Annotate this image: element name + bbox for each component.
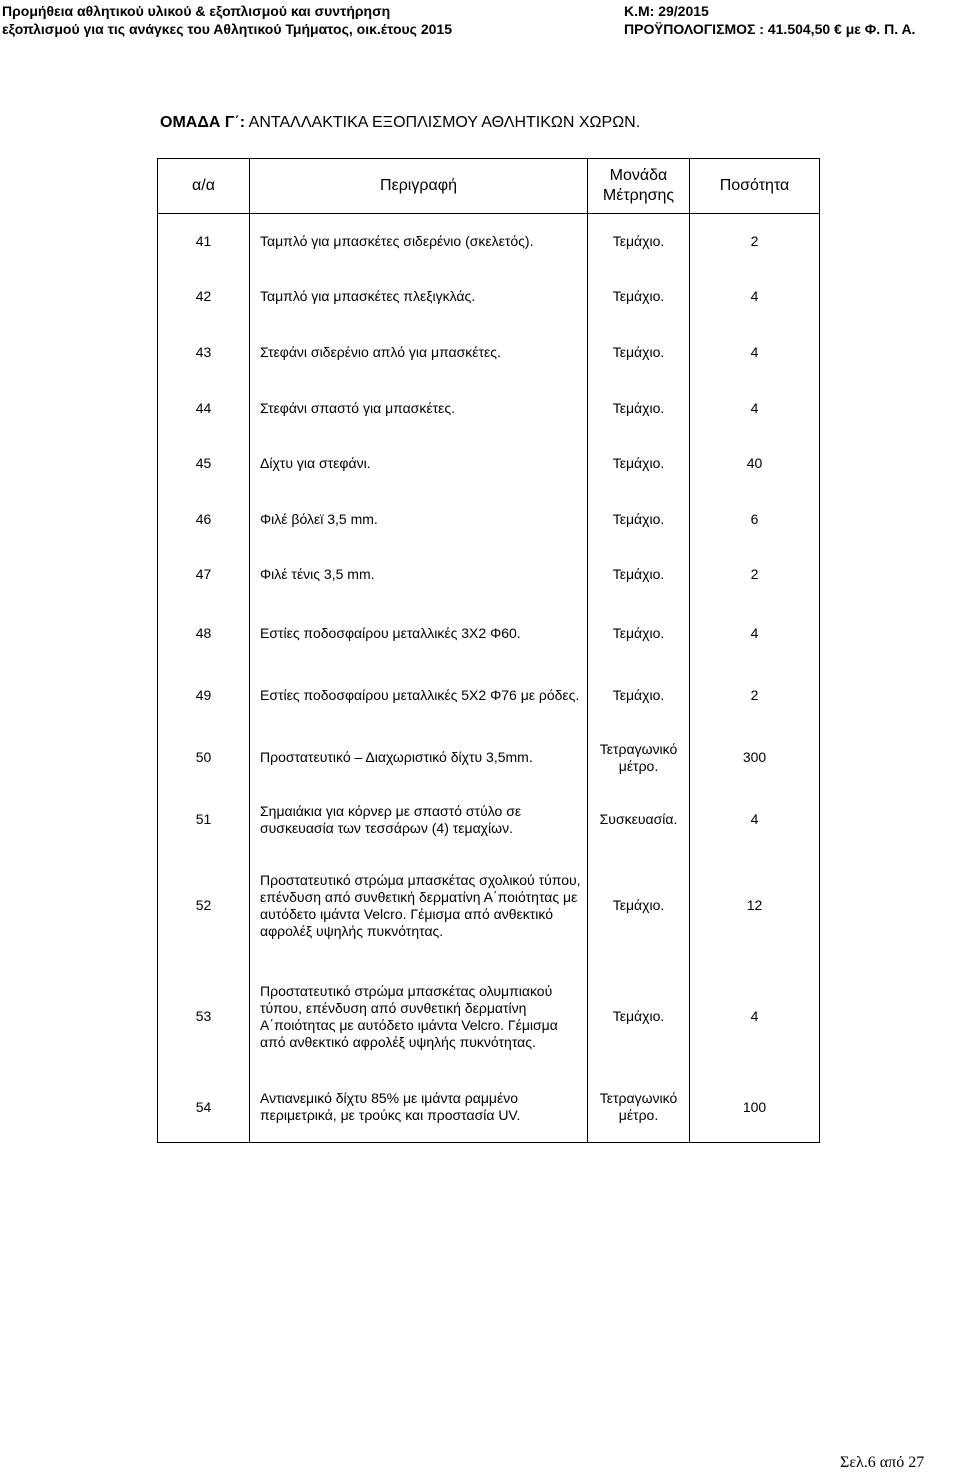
row-description: Δίχτυ για στεφάνι. xyxy=(250,436,588,492)
row-unit: Τεμάχιο. xyxy=(588,214,690,269)
page-number: Σελ.6 από 27 xyxy=(840,1454,925,1471)
group-label: ΟΜΑΔΑ Γ΄: xyxy=(160,114,246,131)
row-description: Αντιανεμικό δίχτυ 85% με ιμάντα ραμμένο περιμετρικά, με τρούκς και προστασία UV. xyxy=(250,1073,588,1143)
row-quantity: 4 xyxy=(690,789,820,851)
row-unit: Τεμάχιο. xyxy=(588,665,690,727)
table-row xyxy=(158,851,820,961)
table-row xyxy=(158,665,820,727)
row-unit: Τετραγωνικό μέτρο. xyxy=(588,727,690,789)
row-unit: Τεμάχιο. xyxy=(588,547,690,603)
table-row xyxy=(158,727,820,789)
row-number: 51 xyxy=(158,789,250,851)
row-unit: Τεμάχιο. xyxy=(588,851,690,961)
table-row xyxy=(158,492,820,547)
header-title-line2: εξοπλισμού για τις ανάγκες του Αθλητικού Τμήματος, οικ.έτους 2015 xyxy=(2,21,452,37)
row-description: Προστατευτικό στρώμα μπασκέτας σχολικού τύπου, επένδυση από συνθετική δερματίνη Α΄ποιότητας με αυτόδετο ιμάντα Velcro. Γέμισμα από ανθεκτικό αφρολέξ υψηλής πυκνότητας. xyxy=(250,851,588,961)
row-number: 52 xyxy=(158,851,250,961)
table-body xyxy=(158,214,820,1143)
table-header-row xyxy=(158,159,820,214)
row-description: Εστίες ποδοσφαίρου μεταλλικές 5Χ2 Φ76 με ρόδες. xyxy=(250,665,588,727)
row-number: 54 xyxy=(158,1073,250,1143)
row-description: Ταμπλό για μπασκέτες πλεξιγκλάς. xyxy=(250,269,588,325)
header-number: α/α xyxy=(158,159,250,214)
row-unit: Τετραγωνικό μέτρο. xyxy=(588,1073,690,1143)
row-quantity: 12 xyxy=(690,851,820,961)
group-name: ΑΝΤΑΛΛΑΚΤΙΚΑ ΕΞΟΠΛΙΣΜΟΥ ΑΘΛΗΤΙΚΩΝ ΧΩΡΩΝ. xyxy=(245,114,641,131)
row-quantity: 2 xyxy=(690,665,820,727)
table-row xyxy=(158,1073,820,1143)
row-quantity: 2 xyxy=(690,214,820,269)
row-number: 53 xyxy=(158,961,250,1073)
row-number: 42 xyxy=(158,269,250,325)
row-unit: Τεμάχιο. xyxy=(588,436,690,492)
row-description: Φιλέ βόλεϊ 3,5 mm. xyxy=(250,492,588,547)
row-quantity: 6 xyxy=(690,492,820,547)
row-number: 41 xyxy=(158,214,250,269)
row-unit: Τεμάχιο. xyxy=(588,325,690,381)
page-header xyxy=(0,0,960,40)
row-number: 47 xyxy=(158,547,250,603)
row-number: 49 xyxy=(158,665,250,727)
row-description: Προστατευτικό στρώμα μπασκέτας ολυμπιακού τύπου, επένδυση από συνθετική δερματίνη Α΄ποιότητας με αυτόδετο ιμάντα Velcro. Γέμισμα από ανθεκτικό αφρολέξ υψηλής πυκνότητας. xyxy=(250,961,588,1073)
row-unit: Τεμάχιο. xyxy=(588,269,690,325)
row-number: 50 xyxy=(158,727,250,789)
table-row xyxy=(158,547,820,603)
table-row xyxy=(158,961,820,1073)
row-unit: Τεμάχιο. xyxy=(588,603,690,665)
row-quantity: 300 xyxy=(690,727,820,789)
header-description: Περιγραφή xyxy=(250,159,588,214)
row-number: 45 xyxy=(158,436,250,492)
row-description: Στεφάνι σπαστό για μπασκέτες. xyxy=(250,381,588,436)
row-quantity: 4 xyxy=(690,269,820,325)
header-quantity: Ποσότητα xyxy=(690,159,820,214)
row-quantity: 100 xyxy=(690,1073,820,1143)
header-reference-number: Κ.Μ: 29/2015 xyxy=(624,3,709,19)
row-description: Προστατευτικό – Διαχωριστικό δίχτυ 3,5mm. xyxy=(250,727,588,789)
row-number: 48 xyxy=(158,603,250,665)
row-quantity: 4 xyxy=(690,603,820,665)
row-quantity: 4 xyxy=(690,381,820,436)
items-table-wrapper xyxy=(157,158,820,1143)
header-title-line1: Προμήθεια αθλητικού υλικού & εξοπλισμού και συντήρηση xyxy=(2,3,391,19)
table-row xyxy=(158,325,820,381)
header-budget: ΠΡΟΫΠΟΛΟΓΙΣΜΟΣ : 41.504,50 € με Φ. Π. Α. xyxy=(624,21,916,37)
row-unit: Τεμάχιο. xyxy=(588,492,690,547)
table-row xyxy=(158,603,820,665)
row-quantity: 4 xyxy=(690,325,820,381)
table-row xyxy=(158,381,820,436)
items-table xyxy=(157,158,820,1143)
row-unit: Τεμάχιο. xyxy=(588,961,690,1073)
header-unit: Μονάδα Μέτρησης xyxy=(588,159,690,214)
row-description: Σημαιάκια για κόρνερ με σπαστό στύλο σε συσκευασία των τεσσάρων (4) τεμαχίων. xyxy=(250,789,588,851)
row-quantity: 2 xyxy=(690,547,820,603)
table-row xyxy=(158,789,820,851)
table-row xyxy=(158,269,820,325)
row-description: Ταμπλό για μπασκέτες σιδερένιο (σκελετός). xyxy=(250,214,588,269)
row-number: 44 xyxy=(158,381,250,436)
row-unit: Τεμάχιο. xyxy=(588,381,690,436)
row-number: 46 xyxy=(158,492,250,547)
table-row xyxy=(158,436,820,492)
table-row xyxy=(158,214,820,269)
group-title xyxy=(160,113,640,133)
row-description: Φιλέ τένις 3,5 mm. xyxy=(250,547,588,603)
row-quantity: 4 xyxy=(690,961,820,1073)
row-description: Εστίες ποδοσφαίρου μεταλλικές 3Χ2 Φ60. xyxy=(250,603,588,665)
row-quantity: 40 xyxy=(690,436,820,492)
row-description: Στεφάνι σιδερένιο απλό για μπασκέτες. xyxy=(250,325,588,381)
row-number: 43 xyxy=(158,325,250,381)
row-unit: Συσκευασία. xyxy=(588,789,690,851)
